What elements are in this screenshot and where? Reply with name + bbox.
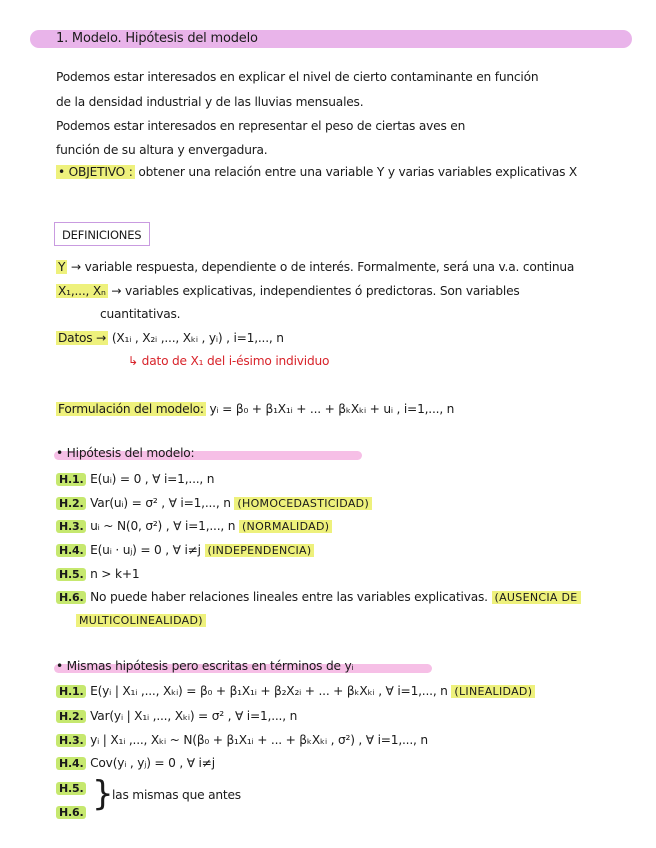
hipotesis-text: uᵢ ~ N(0, σ²) , ∀ i=1,..., n [90, 519, 236, 533]
hipotesis-tag: H.4. [56, 544, 86, 557]
hipotesis-y-note: (LINEALIDAD) [451, 685, 535, 698]
def-x-line [56, 284, 520, 298]
hipotesis-y-heading: • Mismas hipótesis pero escritas en términos de yᵢ [56, 659, 354, 673]
hipotesis-y-item [56, 805, 86, 819]
hipotesis-y-tag: H.5. [56, 782, 86, 795]
def-y-label: Y [58, 260, 66, 274]
hipotesis-y-tag: H.4. [56, 757, 86, 770]
hipotesis-text: E(uᵢ) = 0 , ∀ i=1,..., n [90, 472, 215, 486]
definiciones-heading: DEFINICIONES [62, 228, 142, 242]
objetivo-text: obtener una relación entre una variable Y y varias variables explicativas X [138, 165, 578, 179]
hipotesis-note: (AUSENCIA DE [492, 591, 581, 604]
hipotesis-tag: H.2. [56, 497, 86, 510]
def-y-text: → variable respuesta, dependiente o de interés. Formalmente, será una v.a. continua [70, 260, 575, 274]
intro-line-2: de la densidad industrial y de las lluvias mensuales. [56, 95, 364, 109]
def-datos-note: ↳ dato de X₁ del i-ésimo individuo [128, 354, 330, 368]
hipotesis-y-item [56, 781, 86, 795]
hipotesis-item [56, 543, 314, 557]
hipotesis-tag: H.1. [56, 473, 86, 486]
hipotesis-tag: H.6. [56, 591, 86, 604]
def-datos-line [56, 331, 284, 345]
def-x-text: → variables explicativas, independientes ó predictoras. Son variables [111, 284, 520, 298]
hipotesis-tag: H.3. [56, 520, 86, 533]
brace-text: las mismas que antes [112, 788, 241, 802]
hipotesis-y-item [56, 684, 535, 698]
def-x-text-2: cuantitativas. [100, 307, 181, 321]
hipotesis-y-tag: H.6. [56, 806, 86, 819]
objetivo-line [56, 165, 577, 179]
hipotesis-item [56, 496, 372, 510]
hipotesis-note: (INDEPENDENCIA) [205, 544, 315, 557]
page-title: 1. Modelo. Hipótesis del modelo [56, 31, 258, 46]
hipotesis-y-item [56, 733, 428, 747]
hipotesis-text: n > k+1 [90, 567, 140, 581]
intro-line-1: Podemos estar interesados en explicar el nivel de cierto contaminante en función [56, 70, 539, 84]
hipotesis-y-tag: H.2. [56, 710, 86, 723]
hipotesis-y-text: E(yᵢ | X₁ᵢ ,..., Xₖᵢ) = β₀ + β₁X₁ᵢ + β₂X₂ᵢ + ... + βₖXₖᵢ , ∀ i=1,..., n [90, 684, 448, 698]
hipotesis-item [56, 590, 581, 604]
def-y-line [56, 260, 574, 274]
hipotesis-item [56, 519, 332, 533]
hipotesis-text: Var(uᵢ) = σ² , ∀ i=1,..., n [90, 496, 231, 510]
formulacion-label: Formulación del modelo: [58, 402, 204, 416]
def-datos-label: Datos → [58, 331, 107, 345]
hipotesis-y-text: Cov(yᵢ , yⱼ) = 0 , ∀ i≠j [90, 756, 215, 770]
hipotesis-y-text: Var(yᵢ | X₁ᵢ ,..., Xₖᵢ) = σ² , ∀ i=1,..., n [90, 709, 298, 723]
hipotesis-note-cont-line [76, 613, 206, 627]
hipotesis-note-cont: MULTICOLINEALIDAD) [76, 614, 206, 627]
formulacion-line [56, 402, 454, 416]
formulacion-formula: yᵢ = β₀ + β₁X₁ᵢ + ... + βₖXₖᵢ + uᵢ , i=1,..., n [209, 402, 455, 416]
definiciones-box [54, 222, 150, 246]
hipotesis-y-text: yᵢ | X₁ᵢ ,..., Xₖᵢ ~ N(β₀ + β₁X₁ᵢ + ... + βₖXₖᵢ , σ²) , ∀ i=1,..., n [90, 733, 428, 747]
hipotesis-tag: H.5. [56, 568, 86, 581]
hipotesis-text: E(uᵢ · uⱼ) = 0 , ∀ i≠j [90, 543, 201, 557]
hipotesis-y-item [56, 756, 215, 770]
hipotesis-y-tag: H.1. [56, 685, 86, 698]
intro-line-4: función de su altura y envergadura. [56, 143, 268, 157]
curly-brace: } [92, 774, 114, 814]
objetivo-label: • OBJETIVO : [58, 165, 133, 179]
def-x-label: X₁,..., Xₙ [58, 284, 106, 298]
hipotesis-note: (HOMOCEDASTICIDAD) [234, 497, 372, 510]
hipotesis-y-item [56, 709, 297, 723]
hipotesis-y-tag: H.3. [56, 734, 86, 747]
hipotesis-item [56, 567, 139, 581]
hipotesis-note: (NORMALIDAD) [239, 520, 332, 533]
hipotesis-heading: • Hipótesis del modelo: [56, 446, 195, 460]
def-datos-text: (X₁ᵢ , X₂ᵢ ,..., Xₖᵢ , yᵢ) , i=1,..., n [111, 331, 284, 345]
intro-line-3: Podemos estar interesados en representar el peso de ciertas aves en [56, 119, 466, 133]
hipotesis-text: No puede haber relaciones lineales entre las variables explicativas. [90, 590, 488, 604]
hipotesis-item [56, 472, 214, 486]
